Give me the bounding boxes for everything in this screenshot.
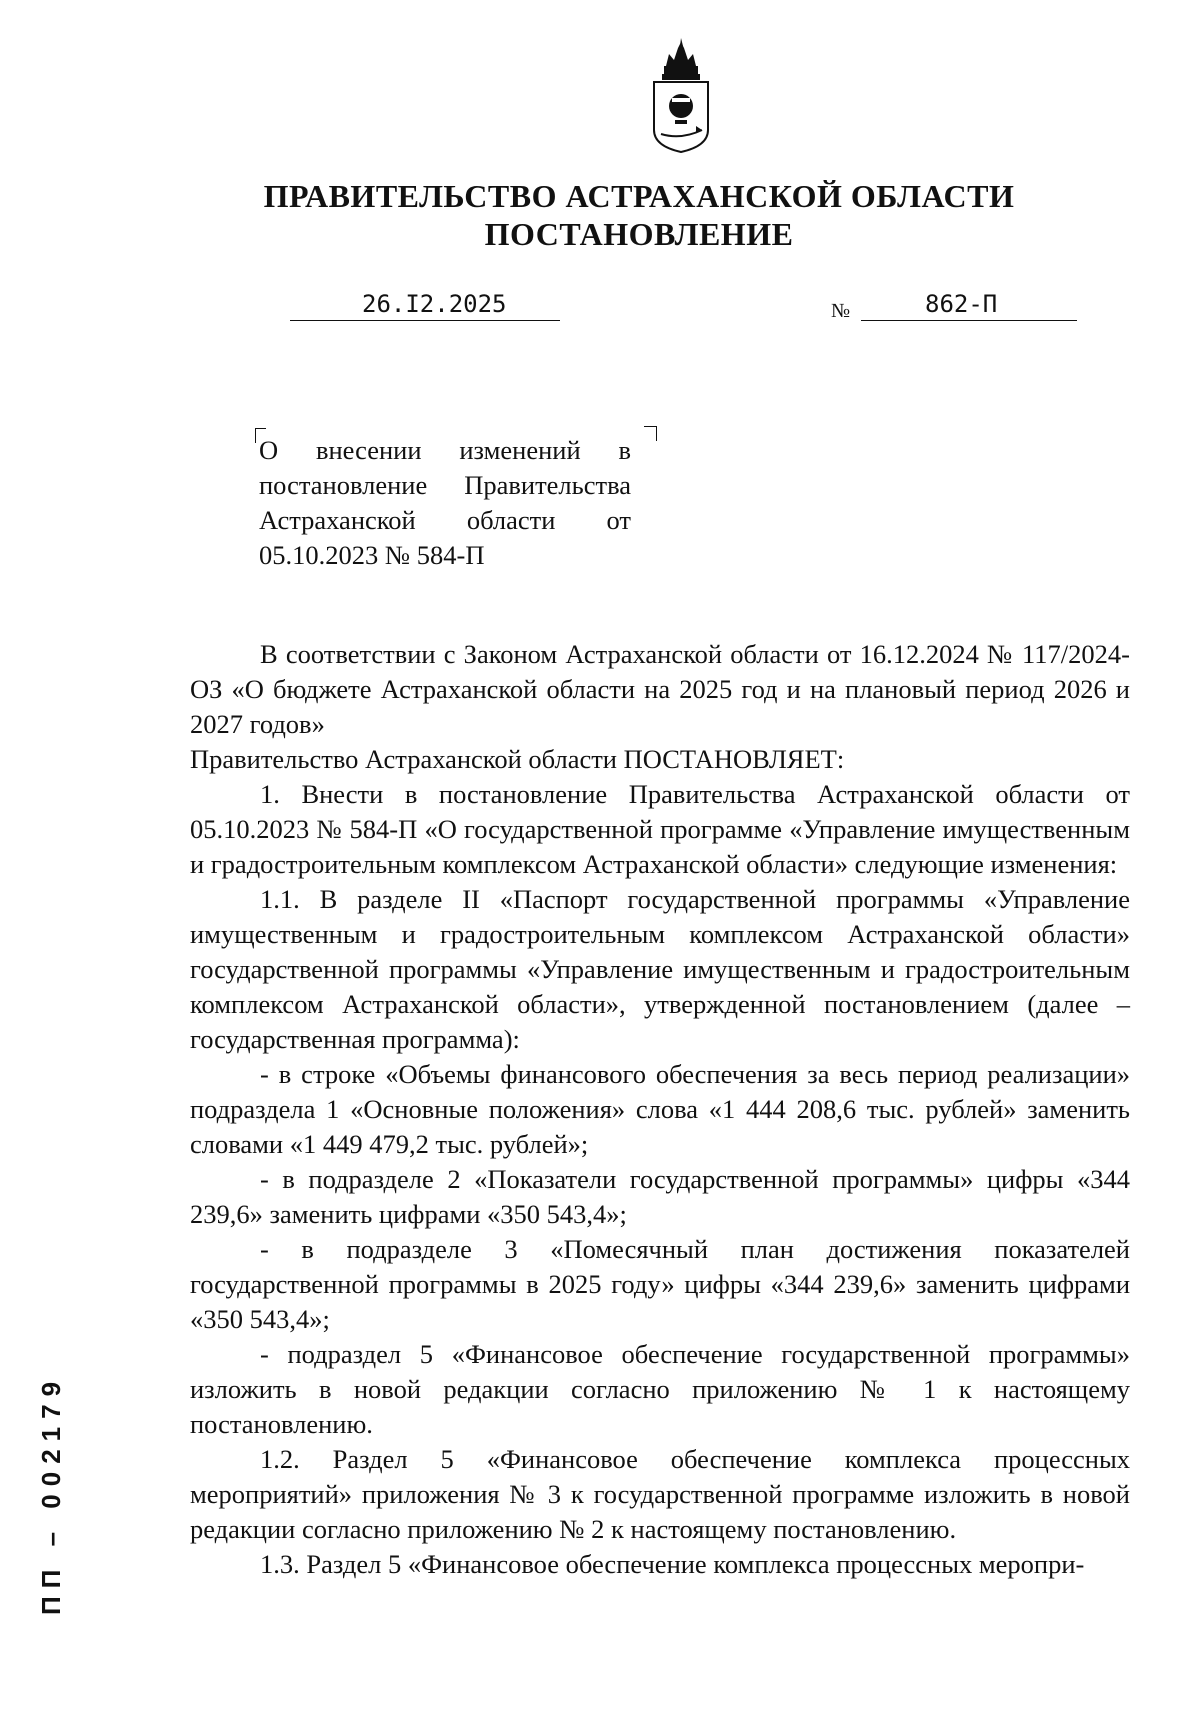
document-type: ПОСТАНОВЛЕНИЕ bbox=[484, 216, 794, 252]
coat-of-arms-icon bbox=[636, 36, 726, 156]
number-underline bbox=[861, 320, 1077, 321]
body-paragraph: 1.2. Раздел 5 «Финансовое обеспечение комплекса процессных мероприятий» приложения № 3 к государственной программе изложить в новой редакции согласно приложению № 2 к настоящему постановлению. bbox=[190, 1444, 1130, 1544]
body-paragraph: 1.1. В разделе II «Паспорт государственной программы «Управление имущественным и градостроительным комплексом Астраханской области» государственной программы «Управление имущественным и градостроительным комплексом Астраханской области», утвержденной постановлением (далее – государственная программа): bbox=[190, 884, 1130, 1054]
organization-title: ПРАВИТЕЛЬСТВО АСТРАХАНСКОЙ ОБЛАСТИ bbox=[263, 178, 1015, 214]
subject-corner-right bbox=[644, 426, 657, 441]
body-paragraph: - в строке «Объемы финансового обеспечения за весь период реализации» подраздела 1 «Основные положения» слова «1 444 208,6 тыс. рублей» заменить словами «1 449 479,2 тыс. рублей»; bbox=[190, 1059, 1130, 1159]
body-paragraph: - в подразделе 3 «Помесячный план достижения показателей государственной программы в 2025 году» цифры «344 239,6» заменить цифрами «350 543,4»; bbox=[190, 1234, 1130, 1334]
document-number: 862-П bbox=[925, 290, 998, 318]
body-paragraph: В соответствии с Законом Астраханской области от 16.12.2024 № 117/2024-ОЗ «О бюджете Астраханской области на 2025 год и на плановый период 2026 и 2027 годов» bbox=[190, 639, 1130, 739]
document-subject: О внесении изменений в постановление Правительства Астраханской области от 05.10.2023 № 584-П bbox=[259, 435, 631, 570]
number-sign: № bbox=[831, 300, 851, 322]
body-paragraph: 1. Внести в постановление Правительства Астраханской области от 05.10.2023 № 584-П «О государственной программе «Управление имущественным и градостроительным комплексом Астраханской области» следующие изменения: bbox=[190, 779, 1130, 879]
body-paragraph: - в подразделе 2 «Показатели государственной программы» цифры «344 239,6» заменить цифрами «350 543,4»; bbox=[190, 1164, 1130, 1229]
body-paragraph: Правительство Астраханской области ПОСТАНОВЛЯЕТ: bbox=[190, 744, 845, 774]
document-date: 26.I2.2025 bbox=[362, 290, 507, 318]
side-serial-number: ПП – 002179 bbox=[36, 1373, 66, 1615]
body-paragraph: - подраздел 5 «Финансовое обеспечение государственной программы» изложить в новой редакции согласно приложению № 1 к настоящему постановлению. bbox=[190, 1339, 1130, 1439]
body-paragraph: 1.3. Раздел 5 «Финансовое обеспечение комплекса процессных меропри- bbox=[260, 1549, 1085, 1579]
date-underline bbox=[290, 320, 560, 321]
document-body bbox=[190, 637, 1130, 1582]
